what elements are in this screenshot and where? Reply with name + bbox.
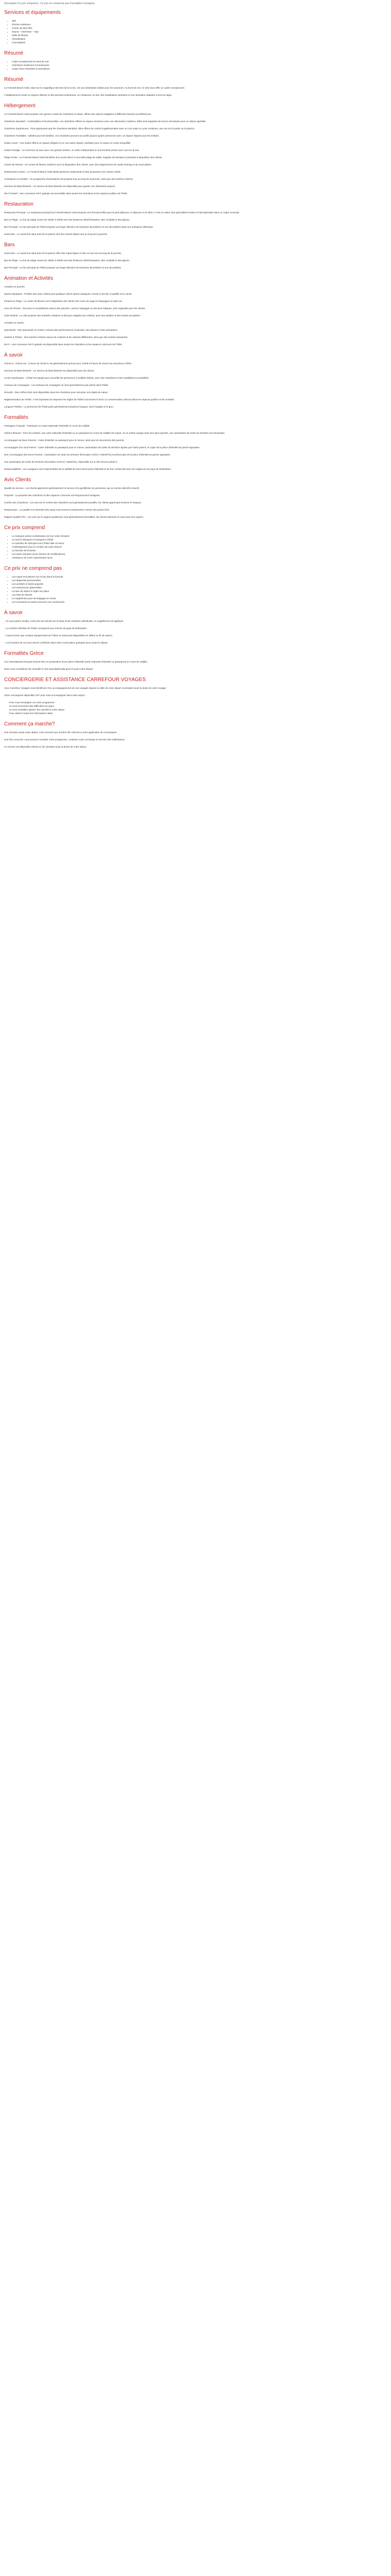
- list-item: • La taxe de séjour à régler sur place: [12, 589, 387, 593]
- list-item: • Climatisation: [12, 37, 387, 41]
- paragraph: Suites Prestige : Le summum du luxe avec une grande surface, un salon indépendant et une terrasse privée avec vue sur la mer.: [4, 149, 140, 151]
- section-title: Ce prix ne comprend pas: [4, 566, 62, 571]
- paragraph: Accompagné d'un Seul Parent : Carte d'identité ou passeport pour le mineur, autorisation de sortie du territoire signée par l'autre parent, et copie de la pièce d'identité du parent signataire.: [4, 446, 200, 449]
- list-item: • Wifi: [12, 19, 387, 23]
- paragraph: Snack Bar : Le snack bar situé près de la piscine offre des repas légers et des en-cas tout au long de la journée.: [4, 252, 122, 255]
- section-title: À savoir: [4, 352, 23, 358]
- paragraph: Sports Nautiques : Profitez des eaux claires pour pratiquer divers sports nautiques comme le jet-ski, le paddle et le canoë.: [4, 293, 133, 295]
- list-item: • Le transfert de l'aéroport vers l'hôtel aller et retour: [12, 541, 387, 545]
- paragraph: Restaurant Principal : Le restaurant principal du Fontvieil Beach Hotel propose une formule buffet pour le petit déjeuner, le déjeuner et le dîner. Il met en valeur des spécialités locales et internationales dans un cadre convivial.: [4, 211, 240, 214]
- list-item: • Le transport aérien à destination de Kos votre Aéroport: [12, 534, 387, 538]
- section-a-savoir-2: [0, 610, 391, 645]
- paragraph: Accompagné de Deux Parents : Carte d'identité ou passeport pour le mineur, ainsi que les documents des parents.: [4, 439, 125, 442]
- section-title: Résumé: [4, 77, 24, 82]
- section-formalites: [0, 415, 391, 471]
- list-item: Si vous souhaitez ajouter des activités à votre séjour: [9, 708, 64, 711]
- section-title: CONCIERGERIE ET ASSISTANCE CARREFOUR VOYAGES: [4, 677, 146, 683]
- header-text: Description Ce prix comprend : Ce prix ne comprend pas Formalités Consignes: [4, 2, 95, 5]
- paragraph: Plage Privée : Le Fontvieil Beach hotel bénéficie d'un accès direct à une belle plage de sable, équipée de transats et parasols à disposition des clients.: [4, 156, 162, 159]
- paragraph: Bar en Plage : Le bar de plage ouvert de 10h00 à 20h00 sert des boissons rafraîchissantes, des cocktails et des glaces.: [4, 218, 130, 221]
- paragraph: L'établissement réunit un espace détente et des piscines extérieures, un restaurant, un bar, des installations sportives et une animation adaptée à tous les âges.: [4, 94, 172, 96]
- list-item: • Les assurances optionnelles: [12, 586, 387, 589]
- paragraph: Animations et Activités : Un programme d'animations est proposé tout au long de la journée, ainsi que des soirées à thème.: [4, 178, 134, 180]
- section-title: Avis Clients: [4, 477, 31, 483]
- list-item: • Assistance de notre représentant local: [12, 556, 387, 560]
- paragraph: Nous vous conseillons de consulter le site www.diplomatie.gouv.fr avant votre départ.: [4, 668, 94, 670]
- paragraph: Accès Handicapés : L'hôtel est équipé pour accueillir les personnes à mobilité réduite, avec des chambres et des installations accessibles.: [4, 377, 150, 379]
- section-title: Hébergement: [4, 103, 36, 109]
- section-comment-ca-marche: [0, 721, 391, 749]
- section-title: Services et équipements: [4, 10, 61, 15]
- paragraph: Responsabilités : Les voyageurs sont responsables de la validité de leurs documents d'identité et de leur conformité avec les exigences du pays de destination.: [4, 468, 172, 470]
- section-hebergement: [0, 103, 391, 195]
- paragraph: Visiteur Mineurs : Pour les enfants, une carte nationale d'identité ou un passeport en cours de validité est requis. Si un enfant voyage sans ses deux parents, une autorisation de sortie du territoire est nécessaire.: [4, 432, 225, 434]
- paragraph: Passagers Français : Passeport ou Carte Nationale d'Identité en cours de validité.: [4, 425, 90, 427]
- paragraph: Bar de Plage : Le bar de plage ouvert de 10h00 à 20h00 sert des boissons rafraîchissantes, des cocktails et des glaces.: [4, 259, 130, 262]
- paragraph: Votre conciergerie disponible 24/7 pour vous accompagner dans votre séjour :: [4, 694, 86, 697]
- paragraph: – Les horaires de vol vous seront confirmés dans votre convocation quelques jours avant le départ.: [4, 641, 108, 644]
- paragraph: Suites Junior : Ces suites offrent un espace élégant et un coin salon séparé, parfaites pour un séjour en toute tranquillité.: [4, 142, 131, 144]
- paragraph: Wi-Fi : Une connexion Wi-Fi gratuite est disponible dans toutes les chambres et les espaces communs de l'hôtel.: [4, 343, 123, 346]
- section-title: Comment ça marche?: [4, 721, 55, 727]
- paragraph: Fitness en Plage : Le centre de fitness met à disposition des clients des cours de yoga et d'aquagym en plein air.: [4, 300, 123, 302]
- paragraph: Le Fontvieil Beach hotel propose une gamme variée de chambres et suites, offrant des options adaptées à différents besoins et préférences.: [4, 113, 152, 115]
- list-item: • La formule all inclusive: [12, 549, 387, 552]
- paragraph: Chambres Familiales : Idéales pour les familles, ces chambres peuvent accueillir jusqu'à quatre personnes avec un espace séparé pour les enfants.: [4, 134, 159, 137]
- paragraph: Spectacles : Des spectacles en soirée, incluant des performances musicales, des danses et des animations.: [4, 329, 118, 331]
- paragraph: Langues Parlées : Le personnel de l'hôtel parle généralement plusieurs langues, dont l'anglais et le grec.: [4, 405, 114, 408]
- list-item: • Les frais de dossier: [12, 593, 387, 597]
- list-item: • Sauna – Hammam – Spa: [12, 30, 387, 33]
- paragraph: Chambres Standard : Confortables et fonctionnelles, ces chambres offrent un espace lumineux avec une décoration moderne. Elles sont équipées de tout le nécessaire pour un séjour agréable.: [4, 120, 207, 123]
- includes-list: [4, 534, 387, 560]
- list-item: • Accueil à l'aéroport et transport à l'hôtel: [12, 538, 387, 541]
- paragraph: Services de Blanchisserie : Un service de blanchisserie est disponible pour les clients.: [4, 369, 95, 372]
- paragraph: Qualité du Service : Les clients apprécient généralement le service et la gentillesse du personnel, qui se montre attentif et réactif.: [4, 487, 140, 489]
- list-item: • Les repas et boissons non inclus dans la formule: [12, 575, 387, 579]
- paragraph: Les ressortissants français doivent être en possession d'une pièce d'identité (carte nationale d'identité ou passeport) en cours de validité.: [4, 660, 148, 663]
- section-animation: [0, 276, 391, 346]
- section-title: Résumé: [4, 50, 24, 56]
- section-title: Formalités: [4, 415, 28, 420]
- section-title: À savoir: [4, 610, 23, 616]
- section-title: Formalités Grèce: [4, 651, 44, 656]
- list-item: • Le supplément pour les bagages en soute: [12, 597, 387, 600]
- section-prix-ne-comprend-pas: [0, 566, 391, 604]
- paragraph: Le Fontvieil Beach hotel, situé sur le magnifique site Bon de la Croix, est une destination idéale pour les vacances. Au bord de mer, le club vous offre un cadre exceptionnel.: [4, 87, 185, 89]
- paragraph: – Il peut arriver que certains équipements de l'hôtel ne soient pas disponibles en début ou fin de saison.: [4, 634, 113, 637]
- list-item: • Les taxes aéroport (sous réserve de modifications): [12, 552, 387, 556]
- paragraph: Services de Blanchisserie : Un service de blanchisserie est disponible pour garder vos vêtements propres.: [4, 185, 116, 188]
- section-resume: [0, 77, 391, 97]
- section-conciergerie: [0, 677, 391, 715]
- list-item: • L'hébergement pour le nombre de nuits réservé: [12, 545, 387, 549]
- paragraph: Bar Principal : Le bar principal de l'hôtel propose une large sélection de boissons alcoolisées et non alcoolisées dans une ambiance détendue.: [4, 226, 154, 228]
- list-item: • Conciergerie: [12, 41, 387, 44]
- page: [0, 0, 391, 754]
- list-item: • Cadre exceptionnel en bord de mer: [12, 60, 387, 63]
- section-bars: [0, 242, 391, 269]
- paragraph: Club Enfants : Le club propose des activités créatives et des jeux adaptés aux enfants, avec des ateliers et des sorties encadrées.: [4, 314, 141, 317]
- paragraph: Chambres Supérieures : Plus spacieuses que les chambres standard, elles offrent du confort supplémentaire avec un coin salon et, pour certaines, une vue sur le jardin ou la piscine.: [4, 127, 195, 130]
- list-item: • Piscine extérieure: [12, 23, 387, 26]
- list-item: • Les activités et loisirs payants: [12, 582, 387, 586]
- paragraph: Animaux de Compagnie : Les animaux de compagnie ne sont généralement pas admis dans l'hôtel.: [4, 384, 109, 386]
- section-resume-short: [0, 50, 391, 71]
- list-item: • Centre de bien-être: [12, 26, 387, 30]
- excludes-list: [4, 575, 387, 604]
- paragraph: Jeux de Piscine : Des jeux et compétitions autour des piscines, comme l'aquagym et des jeux ludiques, sont organisés pour les clients.: [4, 307, 146, 310]
- paragraph: Sécurité : Des coffres-forts sont disponibles dans les chambres pour sécuriser vos objets de valeur.: [4, 391, 108, 394]
- bottom-spacer: [0, 752, 391, 754]
- services-list: [4, 19, 387, 44]
- paragraph: Wi-Fi Gratuit : Une connexion Wi-Fi gratuite est accessible dans toutes les chambres et les espaces publics de l'hôtel.: [4, 192, 128, 195]
- paragraph: Bar Principal : Le bar principal de l'hôtel propose une large sélection de boissons alcoolisées et non alcoolisées.: [4, 266, 122, 269]
- resume-list: [4, 60, 387, 71]
- section-formalites-grece: [0, 651, 391, 671]
- paragraph: Propreté : La propreté des chambres et des espaces communs est fréquemment soulignée.: [4, 494, 101, 497]
- paragraph: – Si vous partez seul(e), votre prix est calculé sur la base d'une chambre individuelle, un supplément est appliqué.: [4, 620, 124, 622]
- list-item: • Les dépenses personnelles: [12, 579, 387, 582]
- paragraph: Centre de Fitness : Un centre de fitness moderne est à la disposition des clients, avec des équipements de cardio-training et de musculation.: [4, 163, 152, 166]
- list-item: • Salle de fitness: [12, 33, 387, 37]
- section-a-savoir: [0, 352, 391, 409]
- section-title: Restauration: [4, 201, 34, 207]
- paragraph: Restauration : La qualité et la diversité des repas sont souvent mentionnées comme des points forts.: [4, 509, 110, 511]
- section-title: Ce prix comprend: [4, 525, 45, 531]
- paragraph: Réglementation de l'Hôtel : Il est important de respecter les règles de l'hôtel concernant le bruit, la consommation d'alcool dans les espaces publics et les activités.: [4, 398, 175, 401]
- paragraph: Check-in : Check-out : L'heure de check-in est généralement prévue pour 14h00 à l'heure de check-out est prévue 12h00.: [4, 362, 132, 365]
- paragraph: Activités en journée: [4, 285, 25, 288]
- paragraph: Une semaine avant votre départ, vous recevrez par email le lien d'accès à votre application de conciergerie.: [4, 731, 118, 734]
- concierge-list: [4, 701, 387, 715]
- section-restauration: [0, 201, 391, 236]
- paragraph: Rapport Qualité-Prix : Les avis sur le rapport qualité-prix sont généralement favorables, les clients estimant en avoir pour leur argent.: [4, 516, 144, 518]
- list-item: • Les excursions et autres services non mentionnés: [12, 600, 387, 604]
- paragraph: Ce service est disponible 24h/24 et 7j/7 pendant toute la durée de votre séjour.: [4, 745, 87, 748]
- section-services: [0, 10, 391, 44]
- paragraph: – Le nombre d'étoiles de l'hôtel correspond aux normes du pays de destination.: [4, 627, 88, 630]
- paragraph: Snack Bar : Le snack bar situé près de la piscine sert des snacks légers tout au long de la journée.: [4, 233, 108, 235]
- paragraph: Une autorisation de sortie du territoire (formulaire Cerfa N° 15646*01), disponible sur le site service-public.fr.: [4, 461, 118, 463]
- section-prix-comprend: [0, 525, 391, 560]
- list-item: • Large choix d'activités et animations: [12, 67, 387, 71]
- list-item: • Chambres modernes et lumineuses: [12, 63, 387, 67]
- paragraph: Une fois connecté, vous pourrez consulter votre programme, contacter votre concierge et recevoir des notifications.: [4, 738, 125, 741]
- list-item: Si vous rencontrez des difficultés sur place: [9, 705, 54, 707]
- paragraph: Confort des Chambres : Les avis sur le confort des chambres sont généralement positifs, les clients appréciant la literie et l'espace.: [4, 501, 142, 504]
- paragraph: Avec Carrefour Voyages vous bénéficiez d'un accompagnement de vos voyages depuis la veille du votre départ et pendant toute la durée de votre voyage.: [4, 687, 167, 689]
- paragraph: Restaurants et Bars : Le Fontvieil Beach hotel abrite plusieurs restaurants et bars proposant une cuisine variée.: [4, 171, 121, 173]
- list-item: Pour vous renseigner sur votre programme: [9, 701, 55, 704]
- paragraph: Soirées à Thème : Des soirées à thème autour de cuisines et de cultures différentes, ainsi que des soirées dansantes.: [4, 336, 128, 338]
- paragraph: Non Accompagné des Deux Parents : Autorisation de sortie du territoire (formulaire Cerfa n°15646*01) et photocopie de la pièce d'identité du parent signataire.: [4, 453, 171, 456]
- paragraph: Activités en Soirée :: [4, 321, 25, 324]
- section-title: Bars: [4, 242, 15, 248]
- section-title: Animation et Activités: [4, 276, 54, 281]
- section-avis: [0, 477, 391, 519]
- list-item: Pour obtenir toutes les informations utiles: [9, 712, 53, 715]
